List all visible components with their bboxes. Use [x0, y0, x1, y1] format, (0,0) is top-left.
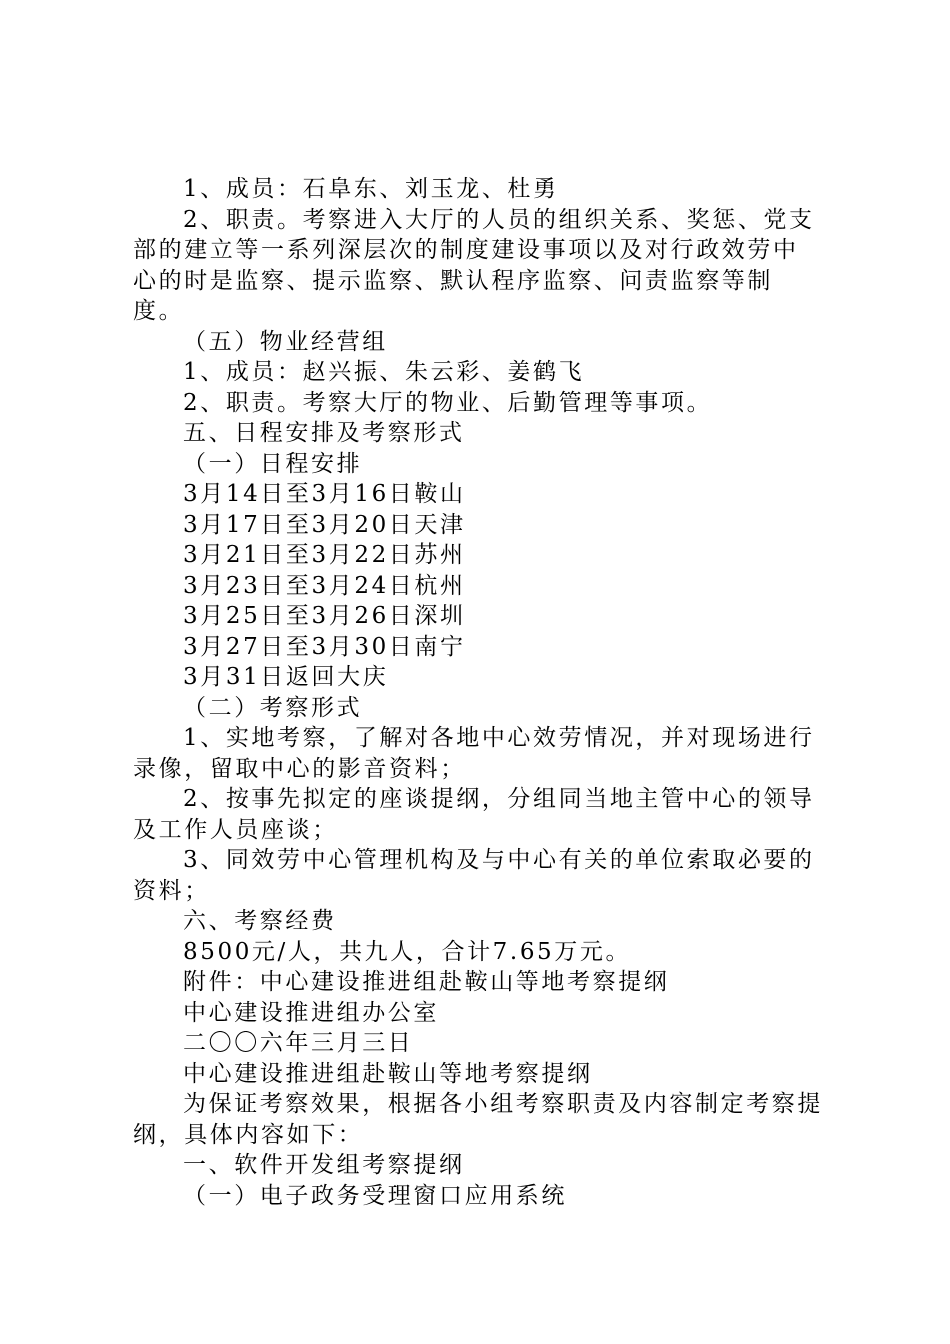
paragraph: 六、考察经费	[183, 908, 337, 934]
paragraph: 3月23日至3月24日杭州	[183, 572, 466, 599]
paragraph: 附件：中心建设推进组赴鞍山等地考察提纲	[183, 969, 670, 995]
paragraph: 3月17日至3月20日天津	[183, 511, 466, 538]
paragraph: （一）电子政务受理窗口应用系统	[183, 1182, 567, 1209]
paragraph: 2、按事先拟定的座谈提纲，分组同当地主管中心的领导及工作人员座谈；	[133, 786, 815, 843]
paragraph: 中心建设推进组办公室	[183, 999, 439, 1026]
document-body	[133, 174, 823, 1211]
paragraph: 3月21日至3月22日苏州	[183, 542, 466, 568]
paragraph: 2、职责。考察大厅的物业、后勤管理等事项。	[183, 389, 713, 416]
paragraph: 1、实地考察，了解对各地中心效劳情况，并对现场进行录像，留取中心的影音资料；	[133, 725, 815, 782]
paragraph: 2、职责。考察进入大厅的人员的组织关系、奖惩、党支部的建立等一系列深层次的制度建设事项以及对行政效劳中心的时是监察、提示监察、默认程序监察、问责监察等制度。	[133, 206, 815, 324]
paragraph: 3月31日返回大庆	[183, 664, 389, 690]
paragraph: 3月25日至3月26日深圳	[183, 603, 466, 629]
paragraph: 8500元/人，共九人，合计7.65万元。	[183, 938, 632, 965]
paragraph: 3、同效劳中心管理机构及与中心有关的单位索取必要的资料；	[133, 847, 815, 904]
paragraph: 1、成员：石阜东、刘玉龙、杜勇	[183, 176, 559, 202]
paragraph: （五）物业经营组	[183, 328, 388, 355]
paragraph: （一）日程安排	[183, 450, 363, 477]
paragraph: 为保证考察效果，根据各小组考察职责及内容制定考察提纲，具体内容如下：	[133, 1091, 823, 1148]
paragraph: 3月14日至3月16日鞍山	[183, 481, 466, 507]
paragraph: （二）考察形式	[183, 694, 363, 721]
paragraph: 中心建设推进组赴鞍山等地考察提纲	[183, 1060, 593, 1087]
paragraph: 3月27日至3月30日南宁	[183, 633, 466, 660]
paragraph: 二〇〇六年三月三日	[183, 1030, 414, 1056]
paragraph: 五、日程安排及考察形式	[183, 420, 465, 446]
paragraph: 1、成员：赵兴振、朱云彩、姜鹤飞	[183, 359, 585, 385]
paragraph: 一、软件开发组考察提纲	[183, 1152, 465, 1178]
